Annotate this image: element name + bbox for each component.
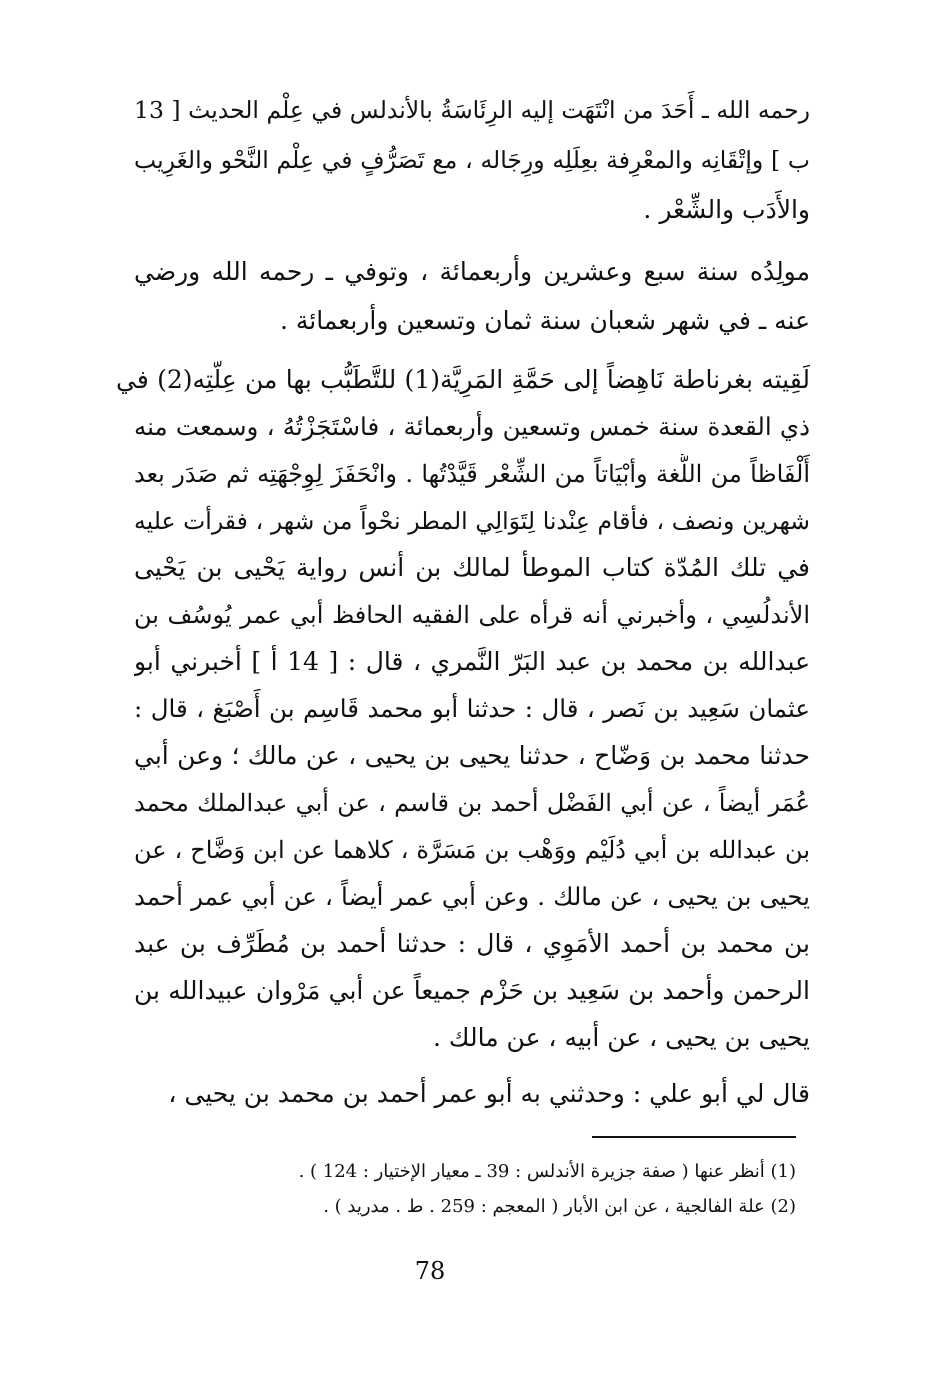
paragraph-3-line-2: ذي القعدة سنة خمس وتسعين وأربعمائة ، فاسْتَجَزْتُهُ ، وسمعت منه: [134, 412, 810, 441]
paragraph-1-line-3: والأَدَب والشِّعْر .: [643, 195, 810, 224]
paragraph-3-line-7: عبدالله بن محمد بن عبد البَرّ النَّمري ، قال : [ 14 أ ] أخبرني أبو: [134, 647, 810, 676]
footnote-separator: [592, 1136, 796, 1138]
paragraph-2-line-1: مولِدُه سنة سبع وعشرين وأربعمائة ، وتوفي ـ رحمه الله ورضي: [134, 257, 810, 286]
paragraph-3-line-10: عُمَر أيضاً ، عن أبي الفَضْل أحمد بن قاسم ، عن أبي عبدالملك محمد: [134, 789, 810, 817]
paragraph-4-line-1: قال لي أبو علي : وحدثني به أبو عمر أحمد بن محمد بن يحيى ،: [168, 1079, 810, 1108]
paragraph-3-line-6: الأندلُسِي ، وأخبرني أنه قرأه على الفقيه الحافظ أبي عمر يُوسُف بن: [134, 601, 810, 629]
paragraph-3-line-3: أَلْفَاظاً من اللُّغة وأبْيَاتاً من الشِّعْر قَيَّدْتُها . وانْحَفَزَ لِوِجْهَتِه ثم صَدَر بعد: [134, 460, 810, 488]
footnote-1: (1) أنظر عنها ( صفة جزيرة الأندلس : 39 ـ معيار الإختيار : 124 ) .: [298, 1161, 796, 1182]
paragraph-3-line-11: بن عبدالله بن أبي دُلَيْم ووَهْب بن مَسَرَّة ، كلاهما عن ابن وَضَّاح ، عن: [134, 836, 810, 864]
paragraph-1-line-2: ب ] وإتْقَانِه والمعْرِفة بعِلَلِه ورِجَاله ، مع تَصَرُّفٍ في عِلْم النَّحْو والغَرِيب: [134, 146, 810, 174]
page-number: 78: [414, 1257, 446, 1285]
paragraph-3-line-9: حدثنا محمد بن وَضّاح ، حدثنا يحيى بن يحيى ، عن مالك ؛ وعن أبي: [134, 741, 810, 770]
footnote-2: (2) علة الفالجية ، عن ابن الأبار ( المعجم : 259 . ط . مدريد ) .: [323, 1196, 796, 1217]
paragraph-3-line-5: في تلك المُدّة كتاب الموطأ لمالك بن أنس رواية يَحْيى بن يَحْيى: [134, 553, 810, 582]
paragraph-1-line-1: رحمه الله ـ أَحَدَ من انْتَهَت إليه الرِئَاسَةُ بالأندلس في عِلْم الحديث [ 13: [134, 96, 810, 124]
paragraph-3-line-12: يحيى بن يحيى ، عن مالك . وعن أبي عمر أيضاً ، عن أبي عمر أحمد: [134, 882, 810, 911]
paragraph-3-line-13: بن محمد بن أحمد الأمَوِي ، قال : حدثنا أحمد بن مُطَرِّف بن عبد: [134, 929, 810, 958]
paragraph-3-line-1: لَقِيته بغرناطة نَاهِضاً إلى حَمَّةِ المَرِيَّة(1) للتَّطَبُّب بها من عِلَّتِه(2) في: [116, 365, 810, 394]
paragraph-3-line-4: شهرين ونصف ، فأقام عِنْدنا لِتَوَالِي المطر نحْواً من شهر ، فقرأت عليه: [134, 507, 810, 535]
paragraph-2-line-2: عنه ـ في شهر شعبان سنة ثمان وتسعين وأربعمائة .: [279, 306, 810, 335]
paragraph-3-line-15: يحيى بن يحيى ، عن أبيه ، عن مالك .: [433, 1023, 810, 1052]
paragraph-3-line-14: الرحمن وأحمد بن سَعِيد بن حَزْم جميعاً عن أبي مَرْوان عبيدالله بن: [134, 976, 810, 1005]
paragraph-3-line-8: عثمان سَعِيد بن نَصر ، قال : حدثنا أبو محمد قَاسِم بن أَصْبَغ ، قال :: [134, 694, 810, 723]
